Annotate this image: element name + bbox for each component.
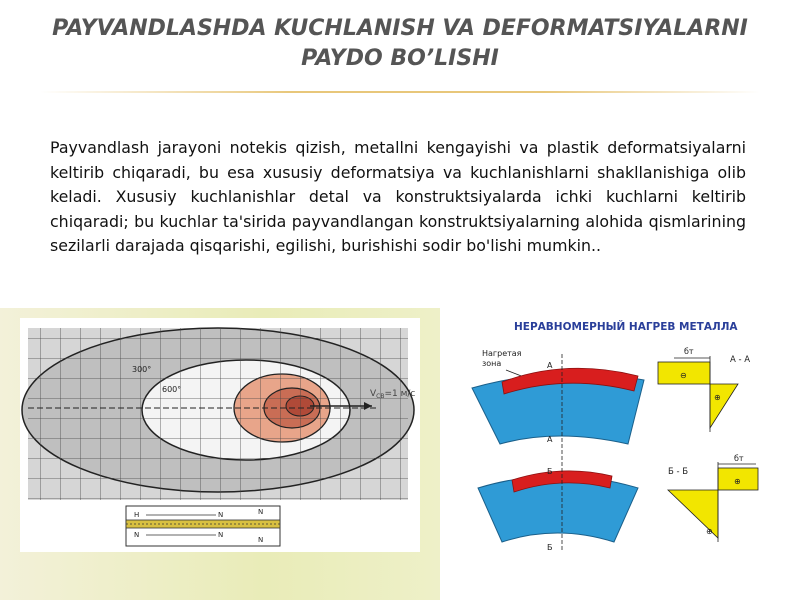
- plate-lower: [478, 476, 638, 542]
- isotherm-drawing: [20, 318, 420, 552]
- sign-minus-aa: ⊖: [680, 371, 687, 380]
- force-label-n3: N: [218, 531, 224, 539]
- slide-paragraph: Payvandlash jarayoni notekis qizish, metallni kengayishi va plastik deformatsiyalarni keltirib chiqaradi, bu esa xususiy deformatsiya va kuchlanishlarni shakllanishiga olib keladi. Xususiy kuchlanishlar detal va konstruktsiyalarda ichki kuchlarni keltirib chiqaradi; bu kuchlar ta'sirida payvandlangan konstruktsiyalarning alohida qismlarining sezilarli darajada qisqarishi, egilishi, burishishi sodir bo'lishi mumkin..: [50, 138, 746, 255]
- uneven-heating-figure: [462, 316, 772, 556]
- mark-a-top: А: [547, 361, 553, 370]
- heated-zone-label: Нагретая зона: [482, 349, 522, 368]
- force-label-h: H: [134, 511, 140, 519]
- section-aa-label: А - А: [730, 355, 751, 365]
- width-label-bb: бт: [734, 454, 744, 463]
- mark-a-bottom: А: [547, 435, 553, 444]
- force-label-n2: N: [134, 531, 140, 539]
- force-label-n5: N: [258, 536, 264, 544]
- slide-title: [20, 14, 780, 74]
- force-label-n1: N: [218, 511, 224, 519]
- width-label-aa: бт: [684, 347, 694, 356]
- uneven-heating-drawing: [462, 316, 772, 556]
- isotherm-figure: [20, 318, 420, 552]
- mark-b-bottom: Б: [547, 543, 553, 552]
- slide-title-line1: PAYVANDLASHDA KUCHLANISH VA DEFORMATSIYALARNI: [52, 16, 748, 41]
- speed-label: $V_{СВ}=1$ м/с: [370, 389, 416, 400]
- sign-plus-bb: ⊕: [734, 477, 741, 486]
- iso-label-600: 600°: [162, 385, 182, 394]
- force-label-n4: N: [258, 508, 264, 516]
- figure-header: НЕРАВНОМЕРНЫЙ НАГРЕВ МЕТАЛЛА: [514, 321, 738, 333]
- iso-label-300: 300°: [132, 365, 152, 374]
- slide-title-line2: PAYDO BO’LISHI: [301, 46, 499, 71]
- section-bb-label: Б - Б: [668, 467, 689, 477]
- sign-plus-bb-lower: ⊕: [706, 527, 713, 536]
- grid-overlay: [28, 328, 408, 500]
- sign-plus-aa: ⊕: [714, 393, 721, 402]
- diagram-aa-wedge: [710, 384, 738, 428]
- mark-b-top: Б: [547, 467, 553, 476]
- title-divider: [40, 91, 760, 93]
